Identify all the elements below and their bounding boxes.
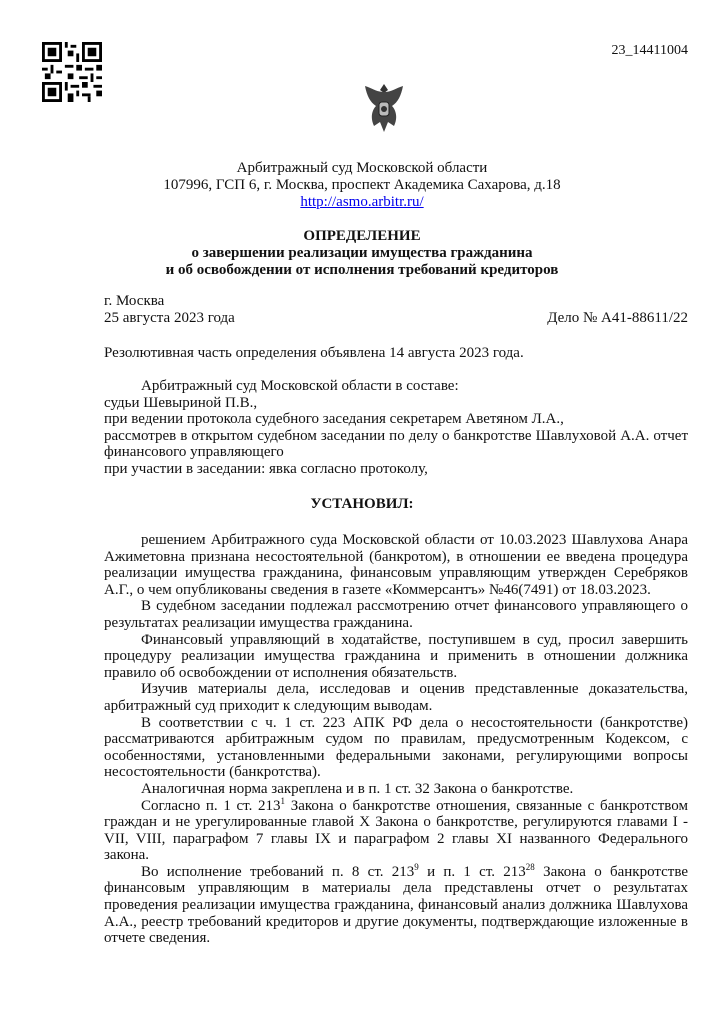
resolution-note: Резолютивная часть определения объявлена 14 августа 2023 года. [104,345,524,361]
paragraph [104,795,688,864]
superscript: 28 [525,861,535,872]
title-heading: ОПРЕДЕЛЕНИЕ [303,228,421,244]
established-heading: УСТАНОВИЛ: [310,496,414,512]
qr-code-icon [42,42,102,102]
composition-line: Арбитражный суд Московской области в составе: [141,378,459,394]
paragraph: Изучив материалы дела, исследовав и оценив представленные доказательства, арбитражный суд приходит к следующим выводам. [104,681,688,714]
court-address: 107996, ГСП 6, г. Москва, проспект Академика Сахарова, д.18 [163,177,561,193]
established-body [104,532,688,947]
paragraph: В судебном заседании подлежал рассмотрению отчет финансового управляющего о результатах реализации имущества гражданина. [104,598,688,631]
paragraph: Аналогичная норма закреплена и в п. 1 ст. 32 Закона о банкротстве. [141,780,574,797]
superscript: 1 [280,795,286,806]
court-website-link[interactable]: http://asmo.arbitr.ru/ [300,194,424,210]
text: Закона о банкротстве отношения, связанные с банкротством граждан и не урегулированные главой X Закона о банкротстве, регулируются главами I - VII, VIII, параграфом 7 главы IX и параграфом 2 главы XI названного Федерального закона. [104,797,688,864]
title-line-2: и об освобождении от исполнения требований кредиторов [165,262,559,278]
superscript: 9 [414,861,419,872]
composition-line: при участии в заседании: явка согласно протоколу, [104,460,428,477]
document-id: 23_14411004 [611,43,688,58]
court-composition [104,378,688,478]
city: г. Москва [104,293,165,309]
decision-date: 25 августа 2023 года [104,309,235,326]
paragraph: Финансовый управляющий в ходатайстве, поступившем в суд, просил завершить процедуру реализации имущества гражданина и применить в отношении должника правило об освобождении от исполнения обязательств. [104,631,688,681]
case-number: Дело № А41-88611/22 [547,309,688,326]
court-name: Арбитражный суд Московской области [236,160,488,176]
document-title [0,228,724,279]
place-date-block [104,293,688,326]
composition-line: судьи Шевыриной П.В., [104,394,258,411]
paragraph: В соответствии с ч. 1 ст. 223 АПК РФ дела о несостоятельности (банкротстве) рассматриваются арбитражным судом по правилам, предусмотренным Кодексом, с особенностями, установленными федеральными законами, регулирующими вопросы несостоятельности (банкротства). [104,714,688,781]
composition-line: рассмотрев в открытом судебном заседании по делу о банкротстве Шавлуховой А.А. отчет финансового управляющего [104,427,688,461]
court-header [0,160,724,211]
title-line-1: о завершении реализации имущества гражданина [191,245,533,261]
paragraph: решением Арбитражного суда Московской области от 10.03.2023 Шавлухова Анара Ажиметовна признана несостоятельной (банкротом), в отношении ее введена процедура реализации имущества гражданина, финансовым управляющим утвержден Серебряков А.Г., о чем опубликованы сведения в газете «Коммерсантъ» №46(7491) от 18.03.2023. [104,532,688,598]
text: Во исполнение требований п. 8 ст. 213 [141,863,415,880]
coat-of-arms-icon [362,80,406,136]
text: и п. 1 ст. 213 [418,863,526,880]
paragraph [104,861,689,947]
composition-line: при ведении протокола судебного заседания секретарем Аветяном Л.А., [104,411,564,428]
text: Закона о банкротстве финансовым управляющим в материалы дела представлены отчет о результатах проведения реализации имущества гражданина, финансовый анализ должника Шавлухова А.А., реестр требований кредиторов и другие документы, подтверждающие изложенные в отчете сведения. [104,863,689,947]
text: Согласно п. 1 ст. 213 [141,797,281,814]
